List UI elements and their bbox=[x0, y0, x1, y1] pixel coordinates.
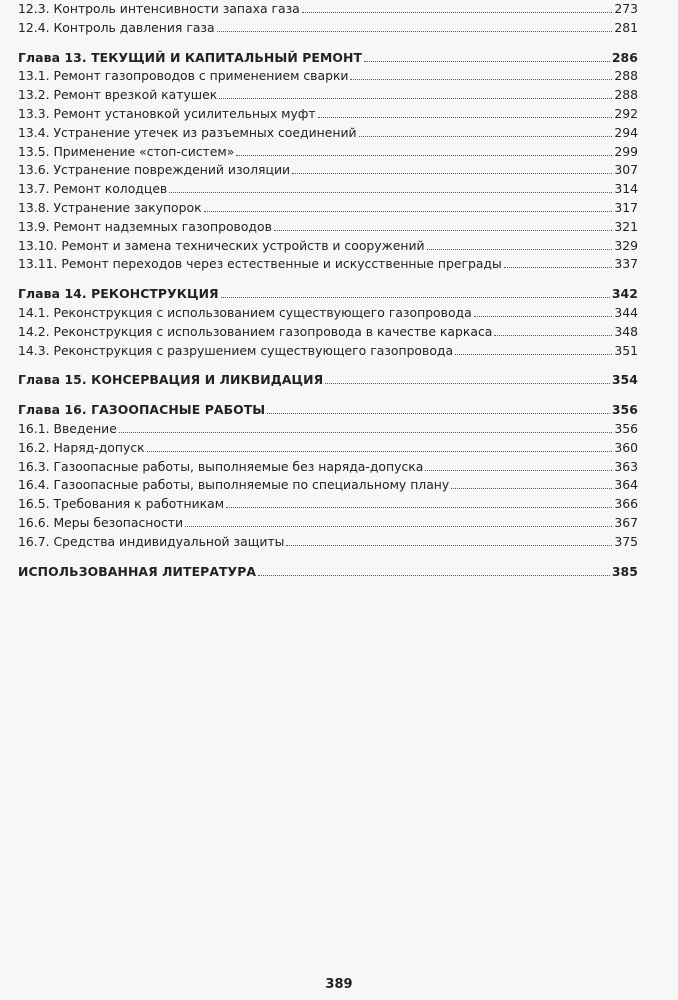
toc-entry-page: 294 bbox=[614, 124, 638, 140]
toc-entry-title: 13.11. Ремонт переходов через естественные и искусственные преграды bbox=[18, 256, 502, 272]
toc-entry-page: 360 bbox=[614, 439, 638, 455]
toc-entry bbox=[18, 19, 638, 38]
dot-leader bbox=[425, 470, 612, 471]
chapter-spacer bbox=[18, 360, 638, 371]
toc-entry-title: Глава 15. КОНСЕРВАЦИЯ И ЛИКВИДАЦИЯ bbox=[18, 372, 324, 388]
toc-entry-page: 342 bbox=[611, 286, 638, 302]
toc-entry bbox=[18, 420, 638, 439]
dot-leader bbox=[219, 98, 612, 99]
toc-entry-page: 307 bbox=[614, 162, 638, 178]
toc-entry bbox=[18, 0, 638, 19]
dot-leader bbox=[258, 575, 610, 576]
toc-entry-page: 321 bbox=[614, 218, 638, 234]
dot-leader bbox=[302, 12, 613, 13]
toc-entry-page: 363 bbox=[614, 458, 638, 474]
toc-entry-page: 337 bbox=[614, 256, 638, 272]
toc-entry-title: 13.7. Ремонт колодцев bbox=[18, 181, 168, 197]
toc-chapter-entry bbox=[18, 371, 638, 390]
toc-entry-page: 344 bbox=[614, 304, 638, 320]
dot-leader bbox=[359, 136, 613, 137]
dot-leader bbox=[494, 335, 612, 336]
toc-entry bbox=[18, 458, 638, 477]
toc-entry-title: Глава 13. ТЕКУЩИЙ И КАПИТАЛЬНЫЙ РЕМОНТ bbox=[18, 49, 363, 65]
toc-entry-title: 13.2. Ремонт врезкой катушек bbox=[18, 87, 218, 103]
toc-entry-title: 12.3. Контроль интенсивности запаха газа bbox=[18, 1, 300, 16]
dot-leader bbox=[226, 507, 612, 508]
dot-leader bbox=[217, 31, 613, 32]
toc-entry-title: 16.4. Газоопасные работы, выполняемые по специальному плану bbox=[18, 477, 450, 493]
toc-chapter-entry bbox=[18, 563, 638, 582]
chapter-spacer bbox=[18, 274, 638, 285]
toc-entry-title: 13.4. Устранение утечек из разъемных соединений bbox=[18, 124, 357, 140]
dot-leader bbox=[504, 267, 613, 268]
toc-entry-title: Глава 14. РЕКОНСТРУКЦИЯ bbox=[18, 286, 219, 302]
toc-entry-title: 16.5. Требования к работникам bbox=[18, 496, 225, 512]
dot-leader bbox=[318, 117, 613, 118]
toc-entry-title: 13.9. Ремонт надземных газопроводов bbox=[18, 218, 272, 234]
toc-entry bbox=[18, 86, 638, 105]
toc-entry-page: 354 bbox=[611, 372, 638, 388]
toc-entry-title: 13.6. Устранение повреждений изоляции bbox=[18, 162, 291, 178]
toc-entry bbox=[18, 124, 638, 143]
toc-chapter-entry bbox=[18, 285, 638, 304]
toc-entry bbox=[18, 323, 638, 342]
toc-entry-title: 13.3. Ремонт установкой усилительных муфт bbox=[18, 105, 316, 121]
dot-leader bbox=[204, 211, 613, 212]
toc-entry-page: 286 bbox=[611, 49, 638, 65]
toc-entry-page: 351 bbox=[614, 342, 638, 358]
toc-entry-page: 366 bbox=[614, 496, 638, 512]
toc-entry-page: 273 bbox=[614, 1, 638, 16]
toc-entry-title: 16.6. Меры безопасности bbox=[18, 514, 184, 530]
toc-entry-title: 14.3. Реконструкция с разрушением существующего газопровода bbox=[18, 342, 454, 358]
toc-entry-title: 13.5. Применение «стоп-систем» bbox=[18, 143, 235, 159]
dot-leader bbox=[292, 173, 612, 174]
toc-entry bbox=[18, 255, 638, 274]
toc-entry-page: 292 bbox=[614, 105, 638, 121]
dot-leader bbox=[364, 61, 610, 62]
toc-entry-title: 16.7. Средства индивидуальной защиты bbox=[18, 533, 285, 549]
toc-entry-title: Глава 16. ГАЗООПАСНЫЕ РАБОТЫ bbox=[18, 402, 266, 418]
toc-entry-title: 13.8. Устранение закупорок bbox=[18, 199, 202, 215]
toc-entry-page: 356 bbox=[611, 402, 638, 418]
dot-leader bbox=[169, 192, 612, 193]
toc-entry-page: 329 bbox=[614, 237, 638, 253]
dot-leader bbox=[325, 383, 610, 384]
toc-entry bbox=[18, 514, 638, 533]
dot-leader bbox=[455, 354, 612, 355]
chapter-spacer bbox=[18, 552, 638, 563]
toc-entry bbox=[18, 495, 638, 514]
chapter-spacer bbox=[18, 390, 638, 401]
toc-entry-page: 317 bbox=[614, 199, 638, 215]
toc-entry bbox=[18, 304, 638, 323]
toc-entry bbox=[18, 199, 638, 218]
dot-leader bbox=[274, 230, 612, 231]
toc-entry bbox=[18, 237, 638, 256]
toc-entry-title: 13.10. Ремонт и замена технических устройств и сооружений bbox=[18, 237, 425, 253]
dot-leader bbox=[185, 526, 612, 527]
toc-entry-page: 288 bbox=[614, 68, 638, 84]
toc-entry-page: 314 bbox=[614, 181, 638, 197]
dot-leader bbox=[451, 488, 612, 489]
toc-entry-title: 16.3. Газоопасные работы, выполняемые без наряда-допуска bbox=[18, 458, 424, 474]
toc-entry-title: 16.1. Введение bbox=[18, 420, 117, 436]
dot-leader bbox=[221, 297, 610, 298]
toc-entry bbox=[18, 439, 638, 458]
page-number: 389 bbox=[325, 977, 353, 992]
dot-leader bbox=[236, 155, 612, 156]
toc-entry-page: 348 bbox=[614, 323, 638, 339]
toc-entry-title: ИСПОЛЬЗОВАННАЯ ЛИТЕРАТУРА bbox=[18, 563, 257, 579]
toc-entry-page: 356 bbox=[614, 420, 638, 436]
dot-leader bbox=[474, 316, 613, 317]
toc-entry-page: 367 bbox=[614, 514, 638, 530]
toc-entry-title: 12.4. Контроль давления газа bbox=[18, 19, 215, 35]
dot-leader bbox=[427, 249, 613, 250]
toc-entry-title: 14.2. Реконструкция с использованием газопровода в качестве каркаса bbox=[18, 323, 493, 339]
dot-leader bbox=[350, 79, 612, 80]
toc-entry-page: 364 bbox=[614, 477, 638, 493]
toc-entry bbox=[18, 67, 638, 86]
toc-entry-page: 375 bbox=[614, 533, 638, 549]
dot-leader bbox=[286, 545, 612, 546]
toc-entry-page: 288 bbox=[614, 87, 638, 103]
dot-leader bbox=[119, 432, 612, 433]
toc-chapter-entry bbox=[18, 401, 638, 420]
toc-entry bbox=[18, 533, 638, 552]
toc-entry-title: 16.2. Наряд-допуск bbox=[18, 439, 145, 455]
toc-chapter-entry bbox=[18, 49, 638, 68]
toc-entry-page: 385 bbox=[611, 563, 638, 579]
toc-entry bbox=[18, 180, 638, 199]
toc-entry bbox=[18, 143, 638, 162]
toc-entry bbox=[18, 476, 638, 495]
toc-entry bbox=[18, 342, 638, 361]
dot-leader bbox=[147, 451, 613, 452]
toc-entry-page: 281 bbox=[614, 19, 638, 35]
toc-entry-page: 299 bbox=[614, 143, 638, 159]
table-of-contents bbox=[18, 0, 638, 581]
toc-entry-title: 13.1. Ремонт газопроводов с применением сварки bbox=[18, 68, 349, 84]
toc-entry bbox=[18, 161, 638, 180]
chapter-spacer bbox=[18, 38, 638, 49]
toc-entry-title: 14.1. Реконструкция с использованием существующего газопровода bbox=[18, 304, 472, 320]
toc-entry bbox=[18, 218, 638, 237]
toc-entry bbox=[18, 105, 638, 124]
dot-leader bbox=[267, 413, 610, 414]
